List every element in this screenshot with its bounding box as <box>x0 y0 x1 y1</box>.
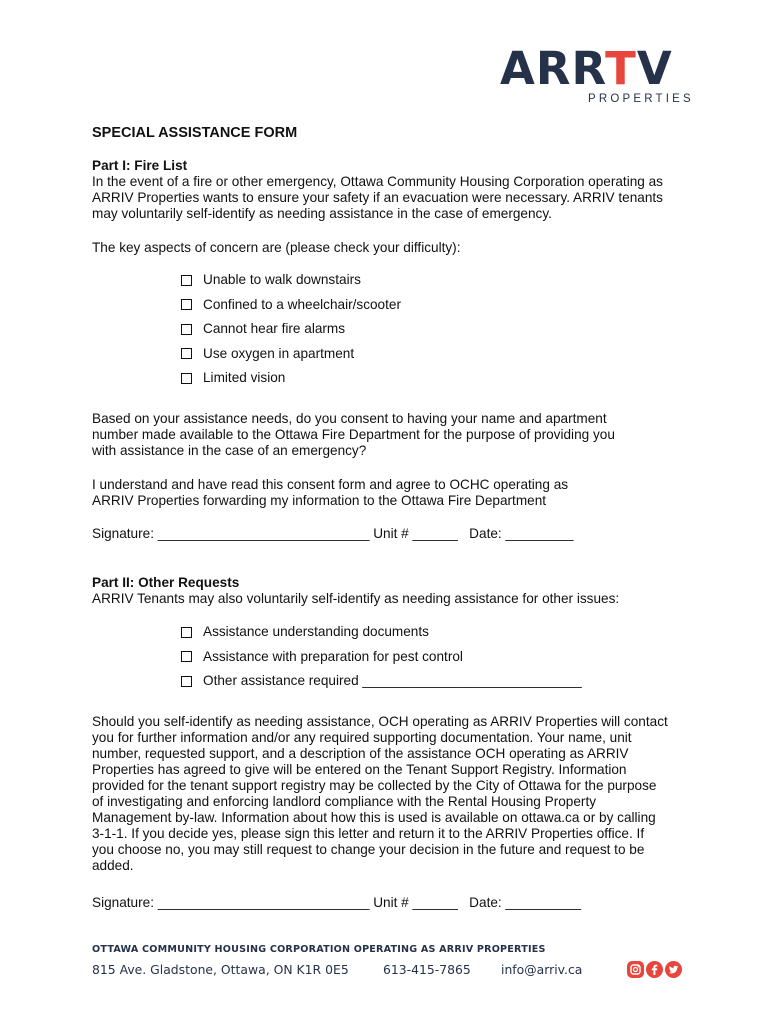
checkbox[interactable] <box>181 275 192 286</box>
facebook-icon[interactable] <box>646 961 663 978</box>
footer-phone: 613-415-7865 <box>383 962 471 977</box>
part1-intro-line: In the event of a fire or other emergency, Ottawa Community Housing Corporation operating as <box>92 174 663 189</box>
footer-org: OTTAWA COMMUNITY HOUSING CORPORATION OPERATING AS ARRIV PROPERTIES <box>92 944 546 955</box>
consent-statement: I understand and have read this consent form and agree to OCHC operating as ARRIV Properties forwarding my information to the Ottawa Fire Department <box>92 477 569 508</box>
part2-details: Should you self-identify as needing assistance, OCH operating as ARRIV Properties will contact you for further information and/or any required supporting documentation. Your name, unit number, requested support, and a description of the assistance OCH operating as ARRIV Properties has agreed to give will be entered on the Tenant Support Registry. Information provided for the tenant support registry may be collected by the City of Ottawa for the purpose of investigating and enforcing landlord compliance with the Rental Housing Property Management by-law. Information about how this is used is available on ottawa.ca or by calling 3-1-1. If you decide yes, please sign this letter and return it to the ARRIV Properties office. If you choose no, you may still request to change your decision in the future and request to be added. <box>92 714 668 873</box>
form-title: SPECIAL ASSISTANCE FORM <box>92 125 298 141</box>
checklist-item[interactable]: Assistance understanding documents <box>181 624 429 640</box>
checkbox[interactable] <box>181 348 192 359</box>
footer-email[interactable]: info@arriv.ca <box>501 962 583 977</box>
instagram-icon[interactable] <box>627 961 644 978</box>
part2-section <box>92 575 692 607</box>
part1-intro-line: ARRIV Properties wants to ensure your safety if an evacuation were necessary. ARRIV tenants <box>92 190 663 205</box>
twitter-icon[interactable] <box>665 961 682 978</box>
part2-heading: Part II: Other Requests <box>92 575 240 590</box>
checkbox[interactable] <box>181 651 192 662</box>
checklist-item[interactable]: Unable to walk downstairs <box>181 272 361 288</box>
checkbox[interactable] <box>181 324 192 335</box>
checklist-item[interactable]: Cannot hear fire alarms <box>181 321 345 337</box>
part2-intro: ARRIV Tenants may also voluntarily self-identify as needing assistance for other issues: <box>92 591 620 606</box>
part1-section <box>92 158 692 222</box>
footer-address: 815 Ave. Gladstone, Ottawa, ON K1R 0E5 <box>92 962 349 977</box>
checkbox[interactable] <box>181 676 192 687</box>
part1-signature-line[interactable]: Signature: ____________________________ Unit # ______ Date: _________ <box>92 526 574 541</box>
checklist-item[interactable]: Assistance with preparation for pest control <box>181 649 463 665</box>
checklist-item[interactable]: Other assistance required _____________________________ <box>181 673 582 689</box>
part1-heading: Part I: Fire List <box>92 158 188 173</box>
part1-intro-line: may voluntarily self-identify as needing assistance in the case of emergency. <box>92 206 552 221</box>
checkbox[interactable] <box>181 299 192 310</box>
checkbox[interactable] <box>181 373 192 384</box>
checklist-item[interactable]: Limited vision <box>181 370 285 386</box>
checklist-item[interactable]: Use oxygen in apartment <box>181 346 354 362</box>
part2-signature-line[interactable]: Signature: ____________________________ Unit # ______ Date: __________ <box>92 895 582 910</box>
logo-wordmark: ARRTV <box>500 42 673 95</box>
consent-question: Based on your assistance needs, do you consent to having your name and apartment number made available to the Ottawa Fire Department for the purpose of providing you with assistance in the case of an emergency? <box>92 411 615 458</box>
checkbox[interactable] <box>181 627 192 638</box>
logo-subtitle: PROPERTIES <box>588 93 694 105</box>
concern-prompt: The key aspects of concern are (please check your difficulty): <box>92 240 461 255</box>
checklist-item[interactable]: Confined to a wheelchair/scooter <box>181 297 401 313</box>
arriv-logo <box>500 42 694 108</box>
